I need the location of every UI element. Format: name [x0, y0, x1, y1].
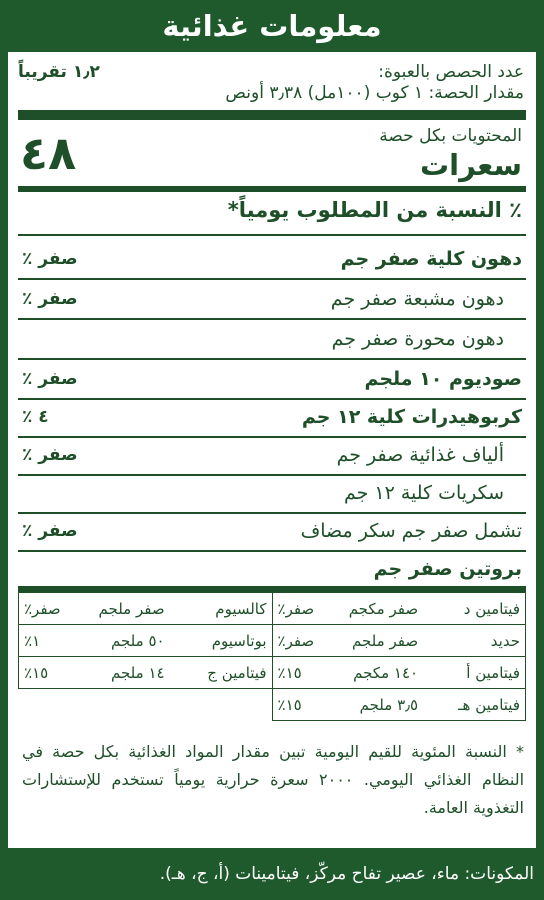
- nutrient-row-trans-fat: [18, 320, 526, 358]
- serving-size: مقدار الحصة: ١ كوب (١٠٠مل) ٣٫٣٨ أونص: [225, 83, 524, 103]
- nutrient-row-sugars: [18, 474, 526, 512]
- footnote: * النسبة المئوية للقيم اليومية تبين مقدار المواد الغذائية بكل حصة في النظام الغذائي اليومي. ٢٠٠٠ سعرة حرارية يومياً تستخدم للإستشارات التغذوية العامة.: [22, 742, 525, 817]
- nutrient-row-fiber: [18, 436, 526, 474]
- nutrient-label: صوديوم ١٠ ملجم: [364, 368, 522, 390]
- calories-label: سعرات: [419, 148, 522, 182]
- nutrition-title: معلومات غذائية: [162, 9, 382, 43]
- nutrient-pct: صفر ٪: [22, 249, 78, 269]
- nutrient-label: ألياف غذائية صفر جم: [336, 444, 504, 466]
- vitamin-name: بوتاسيوم: [170, 625, 272, 657]
- nutrient-label: كربوهيدرات كلية ١٢ جم: [301, 406, 522, 428]
- daily-value-heading: ٪ النسبة من المطلوب يومياً*: [227, 198, 522, 222]
- nutrition-facts-panel: [8, 52, 536, 848]
- vitamin-pct: ١٪: [19, 625, 77, 657]
- vitamin-pct: ١٥٪: [19, 657, 77, 689]
- nutrient-row-saturated-fat: [18, 280, 526, 318]
- calories-value: ٤٨: [20, 126, 77, 180]
- medium-divider: [18, 186, 526, 192]
- nutrient-row-total-fat: [18, 240, 526, 278]
- vitamin-amount: صفر مكجم: [330, 593, 423, 625]
- vitamin-amount: ١٤٠ مكجم: [330, 657, 423, 689]
- vitamin-row: [19, 689, 526, 721]
- vitamin-amount: ٥٠ ملجم: [77, 625, 170, 657]
- vitamin-name: فيتامين أ: [423, 657, 525, 689]
- per-serving-label: المحتويات بكل حصة: [379, 126, 522, 146]
- vitamins-table: [18, 592, 526, 721]
- servings-value: ١٫٢ تقريباً: [18, 62, 100, 82]
- nutrient-pct: ٤ ٪: [22, 407, 49, 427]
- nutrient-row-carbohydrate: [18, 398, 526, 436]
- vitamin-pct: صفر٪: [19, 593, 77, 625]
- empty-cell: [19, 689, 77, 721]
- nutrient-row-added-sugars: [18, 512, 526, 550]
- vitamin-name: فيتامين د: [423, 593, 525, 625]
- nutrient-label: سكريات كلية ١٢ جم: [343, 482, 504, 504]
- nutrient-row-sodium: [18, 360, 526, 398]
- nutrient-pct: صفر ٪: [22, 521, 78, 541]
- vitamin-amount: ٣٫٥ ملجم: [330, 689, 423, 721]
- vitamin-name: فيتامين هـ: [423, 689, 525, 721]
- nutrient-label: بروتين صفر جم: [373, 558, 522, 580]
- vitamin-row: [19, 657, 526, 689]
- nutrient-pct: صفر ٪: [22, 289, 78, 309]
- serving-info: [225, 62, 524, 104]
- vitamin-pct: ١٥٪: [272, 689, 330, 721]
- vitamin-amount: ١٤ ملجم: [77, 657, 170, 689]
- vitamin-name: فيتامين ج: [170, 657, 272, 689]
- vitamin-row: [19, 593, 526, 625]
- nutrient-label: دهون محورة صفر جم: [331, 328, 504, 350]
- nutrient-pct: صفر ٪: [22, 369, 78, 389]
- thick-divider: [18, 110, 526, 120]
- vitamin-pct: صفر٪: [272, 625, 330, 657]
- nutrient-label: دهون مشبعة صفر جم: [330, 288, 504, 310]
- vitamin-name: حديد: [423, 625, 525, 657]
- vitamin-name: كالسيوم: [170, 593, 272, 625]
- vitamin-row: [19, 625, 526, 657]
- vitamin-amount: صفر ملجم: [330, 625, 423, 657]
- empty-cell: [170, 689, 272, 721]
- nutrient-label: دهون كلية صفر جم: [340, 248, 522, 270]
- ingredients-line: المكونات: ماء، عصير تفاح مركّز، فيتامينات (أ، ج، هـ).: [159, 864, 534, 884]
- nutrient-label: تشمل صفر جم سكر مضاف: [300, 520, 522, 542]
- nutrient-row-protein: [18, 550, 526, 588]
- vitamin-pct: صفر٪: [272, 593, 330, 625]
- divider: [18, 234, 526, 236]
- vitamin-amount: صفر ملجم: [77, 593, 170, 625]
- vitamin-pct: ١٥٪: [272, 657, 330, 689]
- servings-per-container: عدد الحصص بالعبوة:: [378, 62, 524, 82]
- empty-cell: [77, 689, 170, 721]
- nutrient-pct: صفر ٪: [22, 445, 78, 465]
